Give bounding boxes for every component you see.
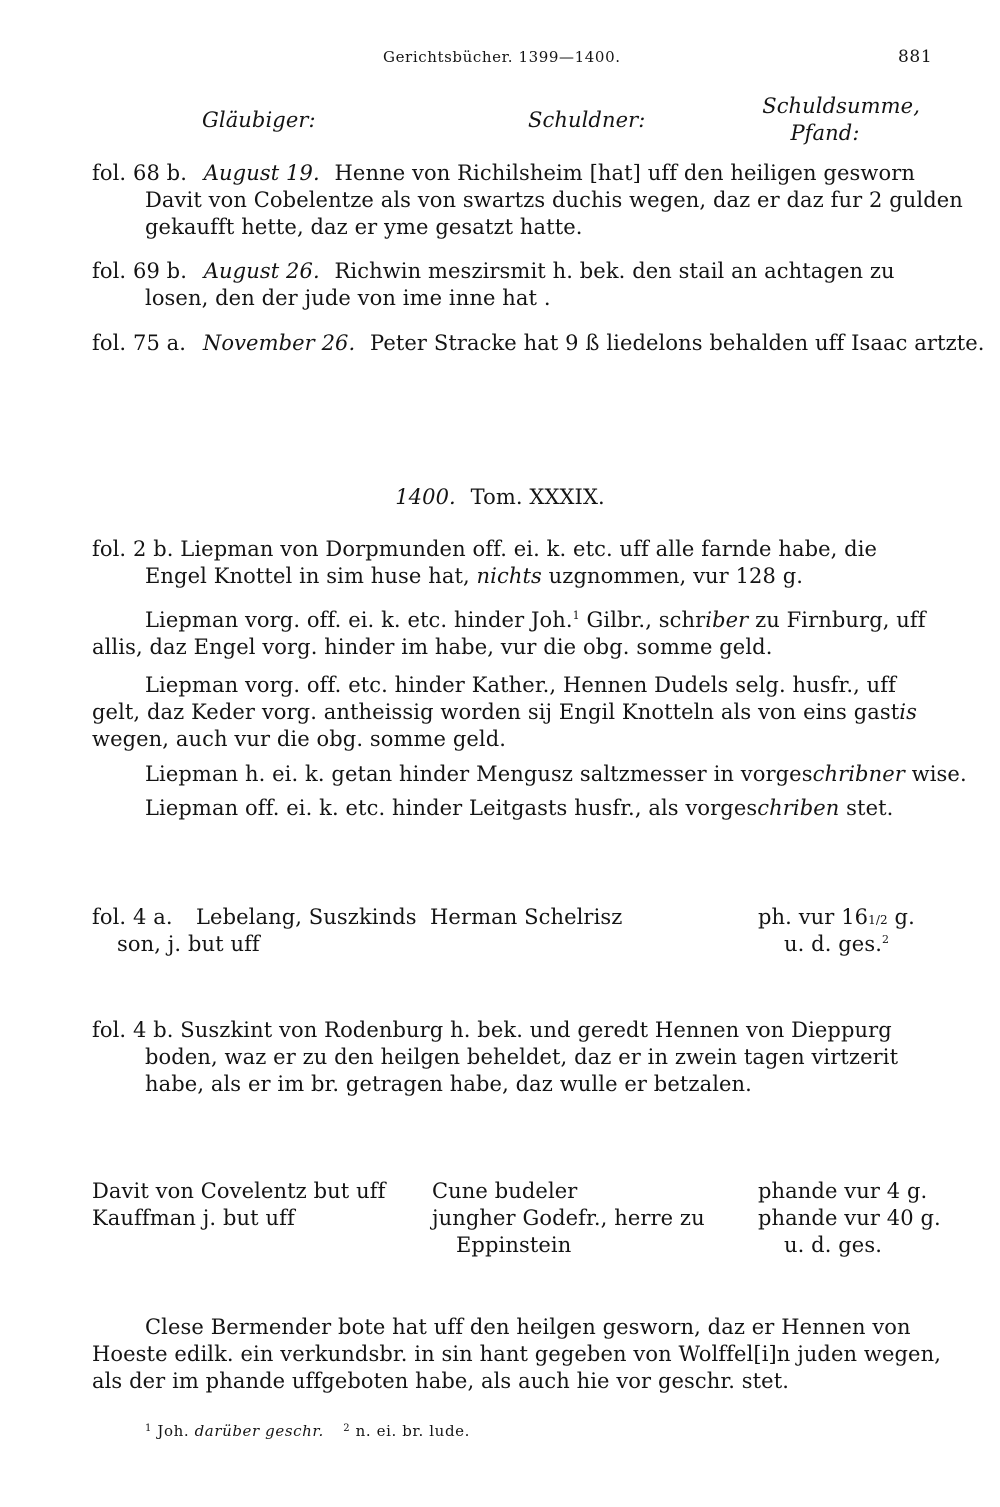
text-segment: Liepman off. ei. k. etc. hinder Leitgasts husfr., als vorges (145, 796, 758, 820)
text-segment: stet. (839, 796, 894, 820)
entry-fol75a-line1 (92, 330, 985, 357)
column-heading-pledge: Pfand: (790, 121, 860, 145)
table2-row2-debtor: jungher Godefr., herre zu (432, 1206, 705, 1230)
fol2b-para2-line1 (145, 607, 926, 637)
text-segment: Engel Knottel in sim huse hat, (145, 564, 477, 588)
text-segment: Liepman h. ei. k. getan hinder Mengusz saltzmesser in vorges (145, 762, 813, 786)
text-segment: uzgnommen, vur 128 g. (541, 564, 804, 588)
entry-fol69b-line1 (92, 258, 895, 285)
folio-ref: fol. 75 a. (92, 331, 187, 355)
clese-line3: als der im phande uffgeboten habe, als auch hie vor geschr. stet. (92, 1369, 790, 1393)
text-segment: wise. (904, 762, 967, 786)
footnotes (145, 1422, 470, 1440)
column-heading-debtor: Schuldner: (528, 108, 646, 132)
text-segment: u. d. ges. (784, 932, 882, 956)
clese-line1: Clese Bermender bote hat uff den heilgen gesworn, daz er Hennen von (145, 1315, 911, 1339)
text-segment: gelt, daz Keder vorg. antheissig worden sij Engil Knotteln als von eins gast (92, 700, 900, 724)
text-segment: Gilbr., schr (579, 608, 706, 632)
entry-text: Richwin meszirsmit h. bek. den stail an achtagen zu (334, 259, 895, 283)
entry-date: August 26. (203, 259, 320, 283)
fol2b-line1: fol. 2 b. Liepman von Dorpmunden off. ei. k. etc. uff alle farnde habe, die (92, 537, 878, 561)
fol2b-para3-line3: wegen, auch vur die obg. somme geld. (92, 727, 507, 751)
entry-text: Henne von Richilsheim [hat] uff den heiligen gesworn (334, 161, 915, 185)
entry-date: August 19. (203, 161, 320, 185)
fol2b-para3-line2 (92, 699, 917, 726)
fol4a-creditor-line2: son, j. but uff (117, 932, 260, 956)
text-segment: g. (887, 905, 915, 929)
table2-row3-debtor: Eppinstein (456, 1233, 572, 1257)
fol4a-creditor-line1: Lebelang, Suszkinds (196, 905, 417, 929)
folio-ref: fol. 68 b. (92, 161, 187, 185)
italic-segment: nichts (476, 564, 542, 588)
italic-segment: is (899, 700, 917, 724)
fol4b-line3: habe, als er im br. getragen habe, daz wulle er betzalen. (145, 1072, 752, 1096)
text-segment: ph. vur 16 (758, 905, 869, 929)
page-number: 881 (898, 47, 933, 67)
fol4b-line1: fol. 4 b. Suszkint von Rodenburg h. bek. und geredt Hennen von Dieppurg (92, 1018, 892, 1042)
column-heading-creditor: Gläubiger: (202, 108, 316, 132)
footnote-ref: 2 (882, 933, 890, 946)
clese-line2: Hoeste edilk. ein verkundsbr. in sin hant gegeben von Wolffel[i]n juden wegen, (92, 1342, 941, 1366)
section-year: 1400. (395, 485, 456, 509)
italic-segment: iber (705, 608, 749, 632)
fol4a-ref: fol. 4 a. (92, 905, 173, 929)
text-segment: zu Firnburg, uff (748, 608, 926, 632)
fol2b-para4 (145, 761, 967, 788)
fol4a-sum-line2 (784, 931, 889, 961)
table2-row1-sum: phande vur 4 g. (758, 1179, 928, 1203)
table2-row2-creditor: Kauffman j. but uff (92, 1206, 295, 1230)
fol4b-line2: boden, waz er zu den heilgen beheldet, daz er in zwein tagen virtzerit (145, 1045, 899, 1069)
italic-segment: chriben (757, 796, 840, 820)
table2-row3-sum: u. d. ges. (784, 1233, 882, 1257)
fol2b-para3-line1: Liepman vorg. off. etc. hinder Kather., Hennen Dudels selg. husfr., uff (145, 673, 897, 697)
fol2b-para2-line2: allis, daz Engel vorg. hinder im habe, vur die obg. somme geld. (92, 635, 773, 659)
entry-fol68b-line1 (92, 160, 915, 187)
running-title: Gerichtsbücher. 1399—1400. (383, 48, 621, 66)
table2-row1-debtor: Cune budeler (432, 1179, 578, 1203)
entry-fol68b-line3: gekaufft hette, daz er yme gesatzt hatte. (145, 215, 583, 239)
footnote-italic: darüber geschr. (194, 1422, 324, 1440)
footnote-text: Joh. (151, 1422, 195, 1440)
footnote-number: 1 (145, 1423, 152, 1434)
section-tome: Tom. XXXIX. (470, 485, 605, 509)
table2-row2-sum: phande vur 40 g. (758, 1206, 941, 1230)
footnote-ref: 1 (572, 609, 580, 622)
section-heading-1400 (300, 484, 700, 511)
text-segment: Liepman vorg. off. ei. k. etc. hinder Joh. (145, 608, 573, 632)
entry-fol69b-line2: losen, den der jude von ime inne hat . (145, 286, 551, 310)
entry-date: November 26. (202, 331, 356, 355)
fol4a-debtor: Herman Schelrisz (430, 905, 623, 929)
fol2b-line2 (145, 563, 803, 590)
fraction: 1/2 (868, 913, 888, 927)
footnote-text: n. ei. br. lude. (350, 1422, 470, 1440)
fol4a-sum-line1 (758, 904, 915, 934)
folio-ref: fol. 69 b. (92, 259, 187, 283)
entry-text: Peter Stracke hat 9 ß liedelons behalden uff Isaac artzte. (370, 331, 985, 355)
footnote-number: 2 (343, 1423, 351, 1434)
column-heading-sum: Schuldsumme, (762, 94, 920, 118)
table2-row1-creditor: Davit von Covelentz but uff (92, 1179, 386, 1203)
fol2b-para5 (145, 795, 893, 822)
italic-segment: chribner (812, 762, 905, 786)
entry-fol68b-line2: Davit von Cobelentze als von swartzs duchis wegen, daz er daz fur 2 gulden (145, 188, 963, 212)
